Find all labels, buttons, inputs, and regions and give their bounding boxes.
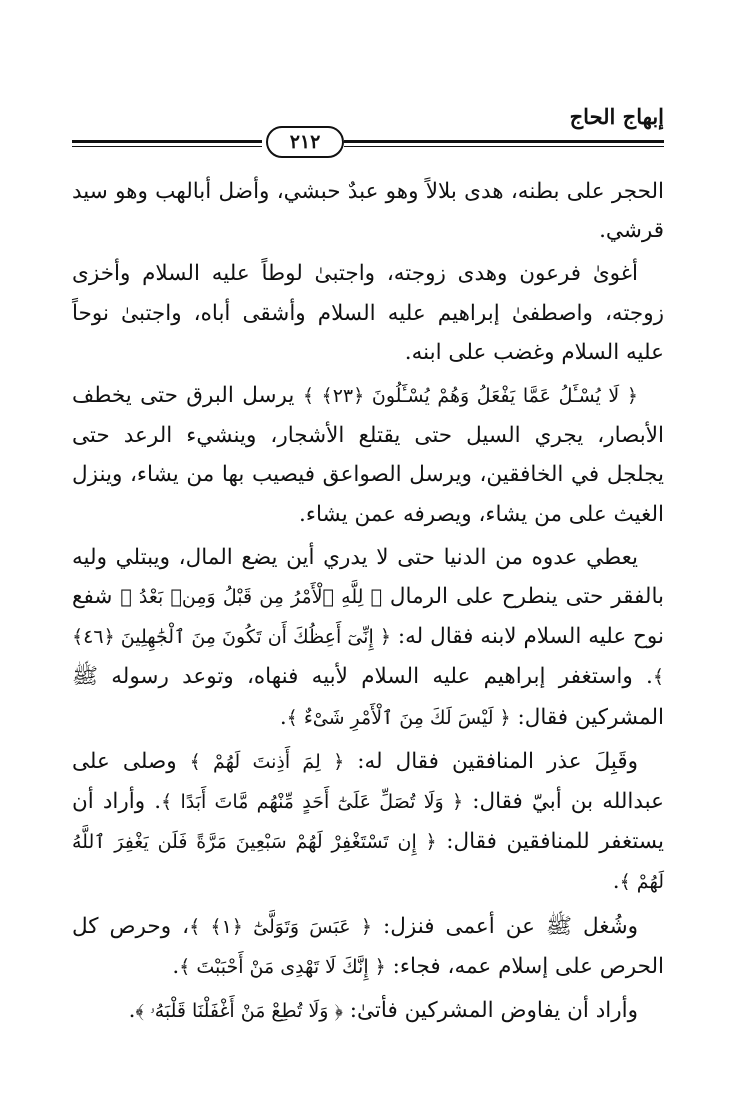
paragraph xyxy=(72,907,664,987)
header-rule xyxy=(72,140,262,143)
text-run: وصلى على عبدالله بن أبيّ فقال: xyxy=(72,748,664,815)
page-header xyxy=(72,104,664,154)
paragraph xyxy=(72,172,664,250)
quran-quote: ﴿ لَا يُسْـَٔلُ عَمَّا يَفْعَلُ وَهُمْ يُسْـَٔلُونَ ﴿٢٣﴾ ﴾ xyxy=(302,385,639,408)
text-run: . xyxy=(128,998,136,1024)
quran-quote: ﴿ عَبَسَ وَتَوَلَّىٰٓ ﴿١﴾ ﴾ xyxy=(189,915,372,938)
quran-quote: ﴿ وَلَا تُطِعْ مَنْ أَغْفَلْنَا قَلْبَهُۥ ﴾ xyxy=(135,1000,343,1023)
book-title: إبهاج الحاج xyxy=(569,104,664,129)
text-run: أغوىٰ فرعون وهدى زوجته، واجتبىٰ لوطاً عليه السلام وأخزى زوجته، واصطفىٰ إبراهيم عليه السلام وأشقى أباه، واجتبىٰ نوحاً عليه السلام وغضب على ابنه. xyxy=(72,261,664,365)
paragraph xyxy=(72,254,664,372)
paragraph xyxy=(72,742,664,903)
quran-quote: ﴿ لِمَ أَذِنتَ لَهُمْ ﴾ xyxy=(189,750,345,773)
text-run: يرسل البرق حتى يخطف الأبصار، يجري السيل حتى يقتلع الأشجار، وينشيء الرعد حتى يجلجل في الخافقين، ويرسل الصواعق فيصيب بها من يشاء، وينزل الغيث على من يشاء، ويصرفه عمن يشاء. xyxy=(72,383,664,527)
text-run: . xyxy=(279,704,287,730)
quran-quote: ﴿ وَلَا تُصَلِّ عَلَىٰٓ أَحَدٍ مِّنْهُم مَّاتَ أَبَدًا ﴾ xyxy=(161,791,464,814)
header-rule xyxy=(344,140,664,143)
header-rule xyxy=(344,146,664,147)
quran-quote: ﴿ إِنَّكَ لَا تَهْدِى مَنْ أَحْبَبْتَ ﴾ xyxy=(179,955,386,978)
text-run: وقَبِلَ عذر المنافقين فقال له: xyxy=(344,748,639,774)
text-run: وشُغل ﷺ عن أعمى فنزل: xyxy=(371,913,639,939)
paragraph xyxy=(72,376,664,534)
page-body xyxy=(72,172,664,1035)
quran-quote: ﴿ لِلَّهِ ٱلْأَمْرُ مِن قَبْلُ وَمِنۢ بَعْدُ ﴾ xyxy=(120,586,382,609)
text-run: يعطي عدوه من الدنيا حتى لا يدري أين يضع المال، ويبتلي وليه بالفقر حتى ينطرح على الرمال xyxy=(72,544,664,610)
header-rule xyxy=(72,146,262,147)
text-run: وأراد أن يفاوض المشركين فأتىٰ: xyxy=(342,998,638,1024)
text-run: شفع نوح عليه السلام لابنه فقال له: xyxy=(72,584,665,650)
paragraph xyxy=(72,991,664,1031)
text-run: . xyxy=(172,953,180,979)
text-run: ، وحرص كل الحرص على إسلام عمه، فجاء: xyxy=(72,913,664,979)
text-run: الحجر على بطنه، هدى بلالاً وهو عبدٌ حبشي، وأضل أبالهب وهو سيد قرشي. xyxy=(72,179,664,244)
text-run: . وأراد أن يستغفر للمنافقين فقال: xyxy=(72,789,664,855)
text-run: . واستغفر إبراهيم عليه السلام لأبيه فنهاه، وتوعد رسوله ﷺ المشركين فقال: xyxy=(72,664,664,730)
page-number: ٢١٢ xyxy=(266,126,344,158)
paragraph xyxy=(72,538,664,738)
quran-quote: ﴿ لَيْسَ لَكَ مِنَ ٱلْأَمْرِ شَىْءٌ ﴾ xyxy=(286,706,511,729)
text-run: . xyxy=(612,869,620,895)
quran-quote: ﴿ إِن تَسْتَغْفِرْ لَهُمْ سَبْعِينَ مَرَّةً فَلَن يَغْفِرَ ٱللَّهُ لَهُمْ ﴾ xyxy=(72,831,664,894)
quran-quote: ﴿ إِنِّىٓ أَعِظُكَ أَن تَكُونَ مِنَ ٱلْجَٰهِلِينَ ﴿٤٦﴾ ﴾ xyxy=(72,626,664,689)
